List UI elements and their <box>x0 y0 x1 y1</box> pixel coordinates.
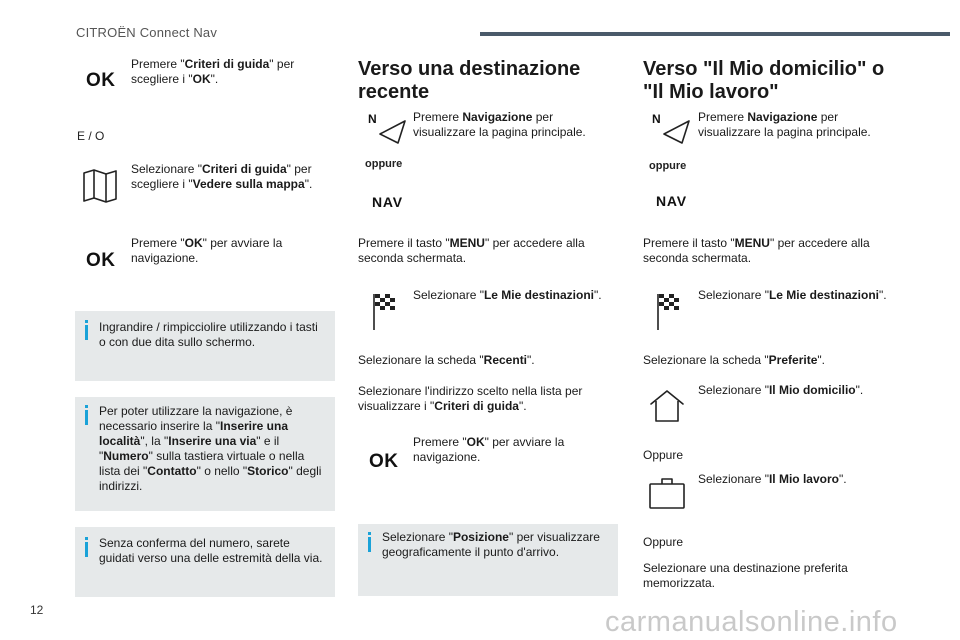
checkered-flag-icon <box>370 292 398 332</box>
step-selezionare-indirizzo: Selezionare l'indirizzo scelto nella lista per visualizzare i "Criteri di guida". <box>358 384 583 413</box>
step-le-mie-destinazioni: Selezionare "Le Mie destinazioni". <box>698 288 887 302</box>
step-destinazione-preferita: Selezionare una destinazione preferita memorizzata. <box>643 561 848 590</box>
checkered-flag-icon <box>654 292 682 332</box>
step-tasto-menu: Premere il tasto "MENU" per accedere alla seconda schermata. <box>643 236 870 265</box>
info-note-inserire: Per poter utilizzare la navigazione, è necessario inserire la "Inserire una località", la "Inserire una via" e il "Numero" sulla tastiera virtuale o nella lista dei "Contatto" o nello "Storico" degli indirizzi. <box>75 397 335 511</box>
briefcase-icon <box>648 476 686 510</box>
navigation-arrow-icon <box>368 111 410 145</box>
step-premere-navigazione: Premere Navigazione per visualizzare la pagina principale. <box>698 110 871 139</box>
step-scheda-preferite: Selezionare la scheda "Preferite". <box>643 353 825 367</box>
step-avviare-navigazione-2: Premere "OK" per avviare la navigazione. <box>413 435 565 464</box>
navigation-arrow-icon <box>652 111 694 145</box>
watermark: carmanualsonline.info <box>605 606 898 638</box>
oppure-label: Oppure <box>643 535 684 549</box>
home-icon <box>648 388 686 424</box>
document-header-title: CITROËN Connect Nav <box>76 25 218 40</box>
oppure-label: oppure <box>649 160 687 172</box>
e-o-separator: E / O <box>77 129 105 143</box>
ok-icon: OK <box>369 451 399 472</box>
page-number: 12 <box>30 603 44 617</box>
step-vedere-mappa: Selezionare "Criteri di guida" per scegliere i "Vedere sulla mappa". <box>131 162 313 191</box>
ok-icon: OK <box>86 70 116 91</box>
section-title-recente: Verso una destinazione recente <box>358 58 581 103</box>
step-il-mio-lavoro: Selezionare "Il Mio lavoro". <box>698 472 847 486</box>
section-title-domicilio-lavoro: Verso "Il Mio domicilio" o "Il Mio lavoro" <box>643 58 885 103</box>
step-premere-navigazione: Premere Navigazione per visualizzare la pagina principale. <box>413 110 586 139</box>
nav-button-icon: NAV <box>656 193 687 209</box>
step-avviare-navigazione: Premere "OK" per avviare la navigazione. <box>131 236 283 265</box>
step-criteri-ok: Premere "Criteri di guida" per scegliere i "OK". <box>131 57 295 86</box>
nav-button-icon: NAV <box>372 194 403 210</box>
svg-text:N: N <box>652 112 661 126</box>
info-note-zoom: Ingrandire / rimpicciolire utilizzando i tasti o con due dita sullo schermo. <box>75 311 335 381</box>
oppure-label: oppure <box>365 158 403 170</box>
oppure-label: Oppure <box>643 448 684 462</box>
step-tasto-menu: Premere il tasto "MENU" per accedere alla seconda schermata. <box>358 236 585 265</box>
step-scheda-recenti: Selezionare la scheda "Recenti". <box>358 353 535 367</box>
map-icon <box>82 168 118 204</box>
info-note-posizione: Selezionare "Posizione" per visualizzare geograficamente il punto d'arrivo. <box>358 524 618 596</box>
step-il-mio-domicilio: Selezionare "Il Mio domicilio". <box>698 383 864 397</box>
ok-icon: OK <box>86 250 116 271</box>
step-le-mie-destinazioni: Selezionare "Le Mie destinazioni". <box>413 288 602 302</box>
svg-text:N: N <box>368 112 377 126</box>
header-rule <box>480 32 950 36</box>
info-note-conferma: Senza conferma del numero, sarete guidati verso una delle estremità della via. <box>75 527 335 597</box>
